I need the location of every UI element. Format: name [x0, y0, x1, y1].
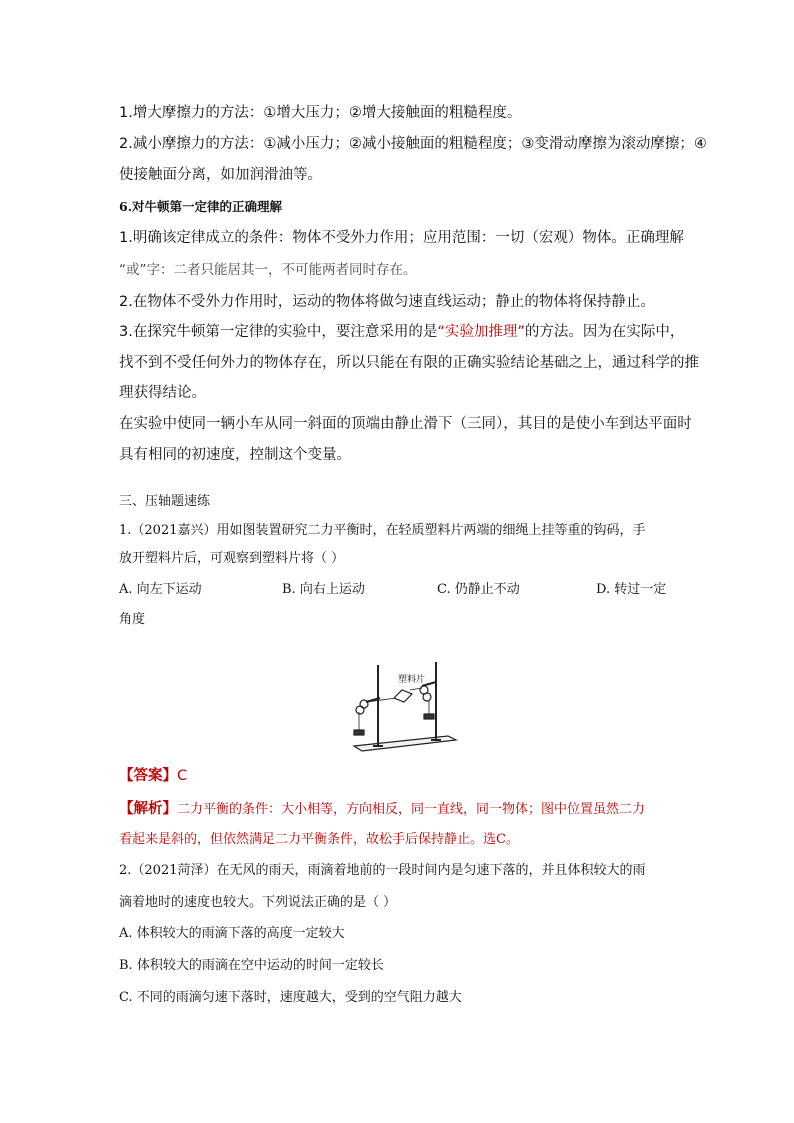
q1-stem-line2: 放开塑料片后，可观察到塑料片将（ ）: [119, 551, 345, 566]
q1-analysis-line2: 看起来是斜的，但依然满足二力平衡条件，故松手后保持静止。选C。: [119, 832, 519, 847]
newton-point2: 2.在物体不受外力作用时，运动的物体将做匀速直线运动；静止的物体将保持静止。: [119, 294, 655, 310]
analysis-label: 【解析】: [119, 801, 177, 817]
q1-stem-line1: 1.（2021嘉兴）用如图装置研究二力平衡时，在轻质塑料片两端的细绳上挂等重的钩码，手: [119, 523, 646, 538]
newton-point1-line2: “或”字：二者只能居其一，不可能两者同时存在。: [119, 262, 417, 278]
base-board: [354, 736, 456, 751]
q2-option-a: A. 体积较大的雨滴下落的高度一定较大: [119, 926, 345, 941]
q2-stem-line1: 2.（2021菏泽）在无风的雨天，雨滴着地前的一段时间内是匀速下落的，并且体积较大的雨: [119, 863, 646, 878]
q1-analysis-line1: [119, 799, 645, 820]
experiment-reasoning-highlight: “实验加推理”: [437, 324, 525, 340]
two-force-balance-apparatus-figure: [340, 660, 458, 760]
q2-option-b: B. 体积较大的雨滴在空中运动的时间一定较长: [119, 958, 384, 973]
newton-point3-line1: [119, 322, 684, 342]
newton-point3-post: 的方法。因为在实际中，: [524, 324, 685, 340]
q2-option-c: C. 不同的雨滴匀速下落时，速度越大，受到的空气阻力越大: [119, 990, 462, 1005]
section-title: 三、压轴题速练: [119, 494, 211, 509]
plastic-card-label: 塑料片: [398, 675, 426, 685]
analysis-text-1: 二力平衡的条件：大小相等，方向相反，同一直线，同一物体；图中位置虽然二力: [177, 802, 646, 817]
friction-decrease-text-line2: 使接触面分离，如加润滑油等。: [119, 167, 322, 183]
q1-option-d: D. 转过一定: [596, 582, 667, 597]
q1-option-b: B. 向右上运动: [282, 582, 365, 597]
answer-label: 【答案】: [119, 768, 177, 784]
newton-point3-line3: 理获得结论。: [119, 385, 206, 401]
left-weight: [354, 730, 364, 735]
q2-stem-line2: 滴着地时的速度也较大。下列说法正确的是（ ）: [119, 895, 397, 910]
newton-experiment-line1: 在实验中使同一辆小车从同一斜面的顶端由静止滑下（三同），其目的是使小车到达平面时: [119, 416, 692, 432]
right-weight: [424, 714, 434, 719]
q1-answer: [119, 766, 187, 786]
newton-point1-line1: 1.明确该定律成立的条件：物体不受外力作用；应用范围：一切（宏观）物体。正确理解: [119, 230, 684, 246]
q1-option-a: A. 向左下运动: [119, 582, 202, 597]
friction-decrease-text-line1: 2.减小摩擦力的方法：①减小压力；②减小接触面的粗糙程度；③变滑动摩擦为滚动摩擦；④: [119, 136, 707, 152]
answer-value: C: [177, 768, 188, 784]
friction-increase-text: 1.增大摩擦力的方法：①增大压力；②增大接触面的粗糙程度。: [119, 105, 522, 121]
newton-experiment-line2: 具有相同的初速度，控制这个变量。: [119, 447, 351, 463]
q1-option-d-continued: 角度: [119, 612, 146, 627]
newton-law-heading: 6.对牛顿第一定律的正确理解: [119, 199, 283, 214]
newton-point3-line2: 找不到不受任何外力的物体存在，所以只能在有限的正确实验结论基础之上，通过科学的推: [119, 355, 699, 371]
plastic-card: [394, 690, 412, 702]
newton-point3-pre: 3.在探究牛顿第一定律的实验中，要注意采用的是: [119, 324, 438, 340]
q1-option-c: C. 仍静止不动: [437, 582, 520, 597]
